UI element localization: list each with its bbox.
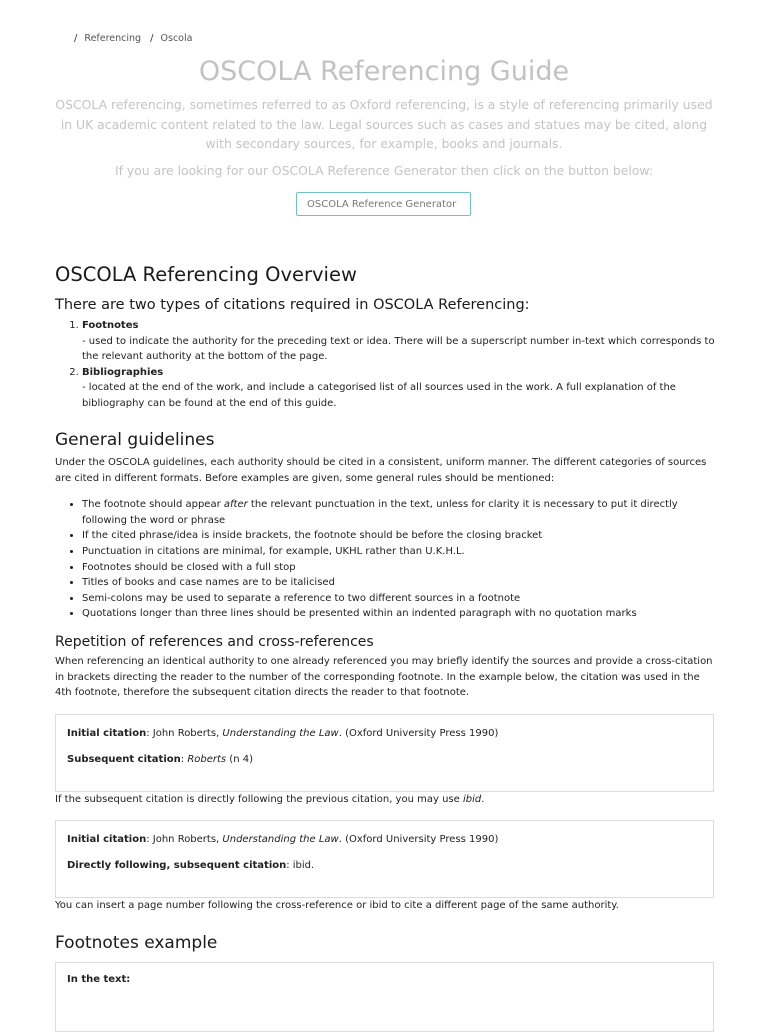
ibid-text: If the subsequent citation is directly following the previous citation, you may use [55, 793, 463, 805]
general-guidelines-heading: General guidelines [55, 430, 215, 450]
footnotes-example-box [55, 962, 714, 1032]
citation-type-desc: - located at the end of the work, and include a categorised list of all sources used in the work. A full explanation of the bibliography can be found at the end of this guide. [82, 382, 676, 409]
list-item [82, 497, 715, 528]
citation-example-box [55, 714, 714, 792]
list-item [82, 365, 715, 412]
citation-type-term: Footnotes [82, 320, 139, 331]
citation-title: Understanding the Law [222, 834, 339, 846]
breadcrumb [74, 33, 198, 44]
citation-text: : [180, 753, 188, 765]
citation-title: Roberts [187, 753, 227, 765]
citation-text: : John Roberts, [146, 727, 223, 739]
citation-text: . (Oxford University Press 1990) [338, 834, 499, 846]
rule-emphasis: after [223, 499, 248, 511]
citation-label: Initial citation [67, 834, 147, 846]
breadcrumb-link-referencing[interactable]: Referencing [84, 33, 142, 44]
rule-text: The footnote should appear [82, 499, 224, 511]
ibid-text: . [481, 793, 485, 805]
ibid-example-box [55, 820, 714, 898]
initial-citation-row [67, 726, 702, 741]
hero-prompt: If you are looking for our OSCOLA Reference Generator then click on the button below: [114, 163, 654, 178]
citation-title: Understanding the Law [222, 727, 339, 739]
main-content [55, 258, 715, 1032]
citation-label: Directly following, subsequent citation [67, 860, 287, 872]
subsequent-citation-row [67, 752, 702, 767]
repetition-heading: Repetition of references and cross-references [55, 633, 374, 650]
citation-type-desc: - used to indicate the authority for the preceding text or idea. There will be a superscript number in-text which corresponds to the relevant authority at the bottom of the page. [82, 335, 715, 362]
list-item: • Footnotes should be closed with a full stop [82, 560, 715, 576]
overview-heading: OSCOLA Referencing Overview [55, 263, 357, 286]
citation-types-list [55, 318, 715, 411]
citation-text: : John Roberts, [146, 834, 223, 846]
page-number-note: You can insert a page number following the cross-reference or ibid to cite a different page of the same authority. [55, 900, 619, 912]
overview-subheading: There are two types of citations required in OSCOLA Referencing: [55, 297, 530, 313]
breadcrumb-separator: / [150, 33, 154, 44]
repetition-intro: When referencing an identical authority to one already referenced you may briefly identify the sources and provide a cross-citation in brackets directing the reader to the number of the corresponding footnote. In the example below, the citation was used in the 4th footnote, therefore the subsequent citation directs the reader to that footnote. [55, 655, 713, 699]
initial-citation-row [67, 832, 702, 847]
rule-text: the relevant punctuation in the text, unless for clarity it is necessary to put it directly following the word or phrase [82, 499, 678, 526]
list-item: • Punctuation in citations are minimal, for example, UKHL rather than U.K.H.L. [82, 544, 715, 560]
rules-list [55, 497, 715, 622]
citation-text: : ibid. [286, 860, 315, 872]
footnotes-example-heading: Footnotes example [55, 932, 218, 953]
list-item: • Semi-colons may be used to separate a reference to two different sources in a footnote [82, 591, 715, 607]
following-citation-row [67, 858, 702, 873]
list-item: • If the cited phrase/idea is inside brackets, the footnote should be before the closing bracket [82, 528, 715, 544]
general-guidelines-intro: Under the OSCOLA guidelines, each authority should be cited in a consistent, uniform manner. The different categories of sources are cited in different formats. Before examples are given, some general rules should be mentioned: [55, 457, 707, 484]
citation-text: . (Oxford University Press 1990) [338, 727, 499, 739]
list-item [82, 318, 715, 365]
breadcrumb-link-oscola[interactable]: Oscola [160, 33, 193, 44]
ibid-emphasis: ibid [462, 793, 482, 805]
in-text-label: In the text: [67, 973, 131, 985]
citation-label: Subsequent citation [67, 753, 181, 765]
list-item: • Titles of books and case names are to be italicised [82, 575, 715, 591]
reference-generator-button[interactable]: OSCOLA Reference Generator [296, 192, 471, 216]
list-item: • Quotations longer than three lines should be presented within an indented paragraph with no quotation marks [82, 606, 715, 622]
breadcrumb-separator: / [74, 33, 78, 44]
citation-type-term: Bibliographies [82, 366, 164, 378]
ibid-note [55, 792, 715, 808]
citation-label: Initial citation [67, 727, 147, 739]
citation-text: (n 4) [226, 753, 253, 765]
hero-intro: OSCOLA referencing, sometimes referred to as Oxford referencing, is a style of referencing primarily used in UK academic content related to the law. Legal sources such as cases and statues may be cited, along with secondary sources, for example, books and journals. [55, 97, 713, 151]
page-title: OSCOLA Referencing Guide [198, 56, 570, 87]
